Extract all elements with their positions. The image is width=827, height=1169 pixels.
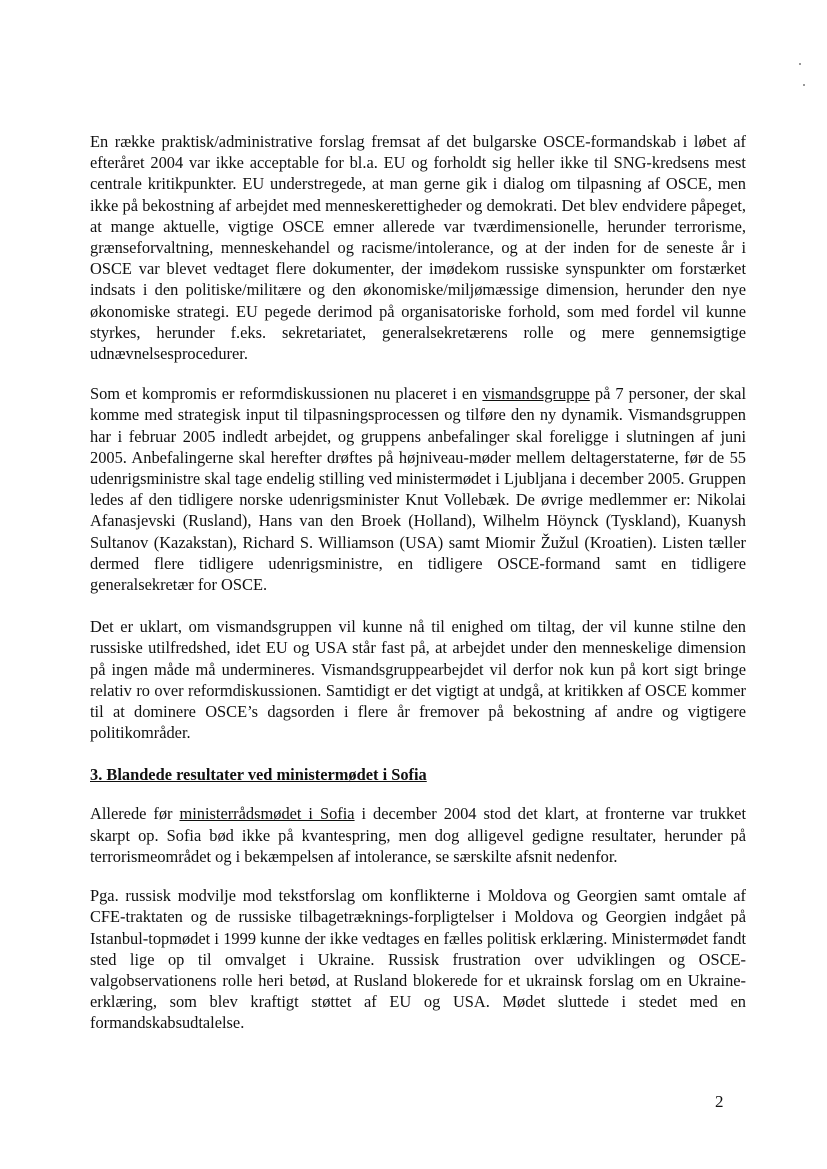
paragraph-text-start: Allerede før xyxy=(90,804,180,824)
paragraph-no-political-declaration: Pga. russisk modvilje mod tekstforslag om konflikterne i Moldova og Georgien samt omtale af CFE-traktaten og de russiske tilbagetræknings-forpligtelser i Moldova og Georgien indgået på Istanbul-topmødet i 1999 kunne der ikke vedtages en fælles politisk erklæring. Ministermødet fandt sted lige op til omvalget i Ukraine. Russisk frustration over udviklingen og OSCE-valgobservationens rolle heri betød, at Rusland blokerede for et ukrainsk forslag om en Ukraine-erklæring, som blev kraftigt støttet af EU og USA. Mødet sluttede i stedet med en formandskabsudtalelse. xyxy=(90,886,746,1033)
page-number: 2 xyxy=(715,1092,724,1111)
scan-speck-lower xyxy=(803,84,805,86)
link-ministerraadsmoedet-sofia[interactable]: ministerrådsmødet i Sofia xyxy=(179,804,355,824)
paragraph-text-rest: på 7 personer, der skal komme med strategisk input til tilpasningsprocessen og tilføre den ny dynamik. Vismandsgruppen har i februar 2005 indledt arbejdet, og gruppens anbefalinger skal foreligge i slutningen af juni 2005. Anbefalingerne skal herefter drøftes på højniveau-møder mellem deltagerstaterne, før de 55 udenrigsministre skal tage endelig stilling ved ministermødet i Ljubljana i december 2005. Gruppen ledes af den tidligere norske udenrigsminister Knut Vollebæk. De øvrige medlemmer er: Nikolai Afanasjevski (Rusland), Hans van den Broek (Holland), Wilhelm Höynck (Tyskland), Kuanysh Sultanov (Kazakstan), Richard S. Williamson (USA) samt Miomir Žužul (Kroatien). Listen tæller dermed flere tidligere udenrigsministre, en tidligere OSCE-formand samt en tidligere generalsekretær for OSCE. xyxy=(90,384,746,595)
paragraph-sofia-meeting xyxy=(90,803,746,867)
paragraph-text-rest: i december 2004 stod det klart, at fronterne var trukket skarpt op. Sofia bød ikke på kvantespring, men dog alligevel gedigne resultater, herunder på terrorismeområdet og i bekæmpelsen af intolerance, se særskilte afsnit nedenfor. xyxy=(90,804,746,866)
paragraph-wise-persons-group xyxy=(90,383,746,595)
document-body xyxy=(90,131,746,1055)
section-heading-sofia: 3. Blandede resultater ved ministermødet i Sofia xyxy=(90,765,427,785)
scan-speck-top xyxy=(799,63,801,65)
link-vismandsgruppe[interactable]: vismandsgruppe xyxy=(482,384,590,404)
paragraph-text-start: Som et kompromis er reformdiskussionen nu placeret i en xyxy=(90,384,483,404)
paragraph-uncertain-outcome: Det er uklart, om vismandsgruppen vil kunne nå til enighed om tiltag, der vil kunne stilne den russiske utilfredshed, idet EU og USA står fast på, at arbejdet under den menneskelige dimension på ingen måde må undermineres. Vismandsgruppearbejdet vil derfor nok kun på kort sigt bringe relativ ro over reformdiskussionen. Samtidigt er det vigtigt at undgå, at kritikken af OSCE kommer til at dominere OSCE’s dagsorden i flere år fremover på bekostning af andre og vigtigere politikområder. xyxy=(90,617,746,743)
paragraph-reform-proposals: En række praktisk/administrative forslag fremsat af det bulgarske OSCE-formandskab i løbet af efteråret 2004 var ikke acceptable for bl.a. EU og forholdt sig heller ikke til SNG-kredsens mest centrale kritikpunkter. EU understregede, at man gerne gik i dialog om tilpasning af OSCE, men ikke på bekostning af arbejdet med menneskerettigheder og demokrati. Det blev endvidere påpeget, at mange aktuelle, vigtige OSCE emner allerede var tværdimensionelle, herunder terrorisme, grænseforvaltning, menneskehandel og racisme/intolerance, og at der inden for de seneste år i OSCE var blevet vedtaget flere dokumenter, der imødekom russiske synspunkter om forstærket indsats i den politiske/militære og den økonomiske/miljømæssige dimension, herunder den nye økonomiske strategi. EU pegede derimod på organisatoriske forhold, som med fordel vil kunne styrkes, herunder f.eks. sekretariatet, generalsekretærens rolle og mere gennemsigtige udnævnelsesprocedurer. xyxy=(90,132,746,364)
